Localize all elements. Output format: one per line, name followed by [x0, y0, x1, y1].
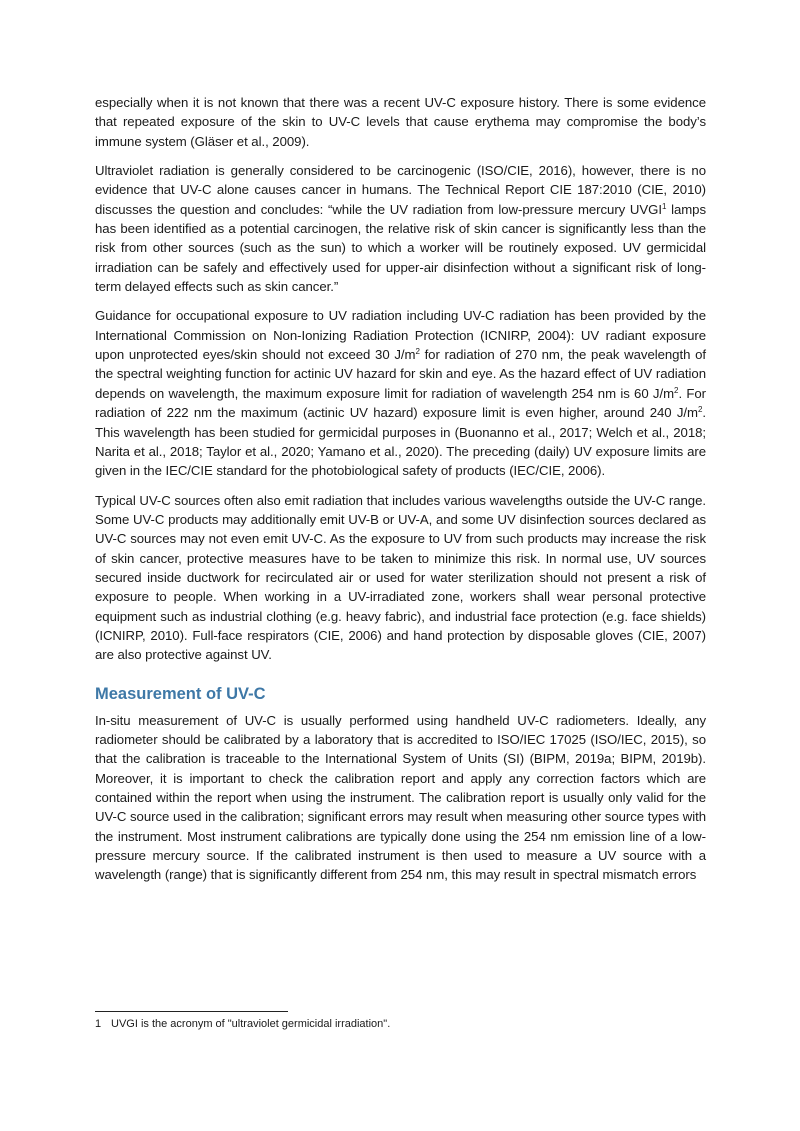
paragraph-text: lamps has been identified as a potential carcinogen, the relative risk of skin cancer is significantly less than the risk from other sources (such as the sun) to which a worker will be routinely exposed. UV germicidal irradiation can be safely and effectively used for upper-air disinfection without a significant risk of long-term delayed effects such as skin cancer.” — [95, 201, 707, 295]
paragraph — [95, 491, 706, 665]
footnote — [95, 1017, 706, 1032]
page-body — [95, 93, 706, 895]
section-paragraphs — [95, 711, 706, 885]
superscript: 2 — [697, 405, 703, 415]
paragraph-text: especially when it is not known that there was a recent UV-C exposure history. There is some evidence that repeated exposure of the skin to UV-C levels that cause erythema may compromise the body’s immune system (Gläser et al., 2009). — [95, 95, 706, 149]
paragraph-text: Guidance for occupational exposure to UV radiation including UV-C radiation has been provided by the International Commission on Non-Ionizing Radiation Protection (ICNIRP, 2004): UV radiant exposure upon unprotected eyes/skin should not exceed 30 J/m — [95, 308, 706, 363]
footnote-text: UVGI is the acronym of "ultraviolet germicidal irradiation". — [111, 1018, 391, 1030]
footnote-number: 1 — [95, 1018, 102, 1030]
paragraph-text: Ultraviolet radiation is generally considered to be carcinogenic (ISO/CIE, 2016), however, there is no evidence that UV-C alone causes cancer in humans. The Technical Report CIE 187:2010 (CIE, 2010) discusses the question and concludes: “while the UV radiation from low-pressure mercury UVGI — [95, 163, 706, 217]
superscript: 2 — [674, 385, 679, 395]
paragraph — [95, 93, 706, 151]
paragraph — [95, 161, 706, 296]
paragraph-text: In-situ measurement of UV-C is usually performed using handheld UV-C radiometers. Ideally, any radiometer should be calibrated by a laboratory that is accredited to ISO/IEC 17025 (ISO/IEC, 2015), so that the calibration is traceable to the International System of Units (SI) (BIPM, 2019a; BIPM, 2019b). Moreover, it is important to check the calibration report and apply any correction factors which are contained within the report when using the instrument. The calibration report is usually only valid for the UV-C source used in the calibration; significant errors may result when measuring other source types with the instrument. Most instrument calibrations are typically done using the 254 nm emission line of a low-pressure mercury source. If the calibrated instrument is then used to measure a UV source with a wavelength (range) that is significantly different from 254 nm, this may result in spectral mismatch errors — [95, 712, 706, 883]
body-paragraphs — [95, 93, 706, 665]
paragraph — [95, 306, 706, 480]
superscript: 2 — [415, 347, 420, 357]
footnote-divider — [95, 1011, 288, 1012]
paragraph-text: for radiation of 270 nm, the peak wavelength of the spectral weighting function for actinic UV hazard for skin and eye. As the hazard effect of UV radiation depends on wavelength, the maximum exposure limit for radiation of wavelength 254 nm is 60 J/m — [95, 347, 706, 401]
paragraph-text: . This wavelength has been studied for germicidal purposes in (Buonanno et al., 2017; Welch et al., 2018; Narita et al., 2018; Taylor et al., 2020; Yamano et al., 2020). The preceding (daily) UV exposure limits are given in the IEC/CIE standard for the photobiological safety of products (IEC/CIE, 2006). — [95, 405, 706, 479]
paragraph-text: Typical UV-C sources often also emit radiation that includes various wavelengths outside the UV-C range. Some UV-C products may additionally emit UV-B or UV-A, and some UV disinfection sources declared as UV-C sources may not even emit UV-C. As the exposure to UV from such products may increase the risk of skin cancer, protective measures have to be taken to minimize this risk. In normal use, UV sources secured inside ductwork for recirculated air or used for water sterilization should not present a risk of exposure to people. When working in a UV-irradiated zone, workers shall wear personal protective equipment such as industrial clothing (e.g. heavy fabric), and industrial face protection (e.g. face shields) (ICNIRP, 2010). Full-face respirators (CIE, 2006) and hand protection by disposable gloves (CIE, 2007) are also protective against UV. — [95, 492, 706, 663]
paragraph — [95, 711, 706, 885]
paragraph-text: . For radiation of 222 nm the maximum (actinic UV hazard) exposure limit is even higher, around 240 J/m — [95, 385, 706, 421]
section-heading: Measurement of UV-C — [95, 684, 266, 703]
superscript: 1 — [661, 201, 667, 211]
